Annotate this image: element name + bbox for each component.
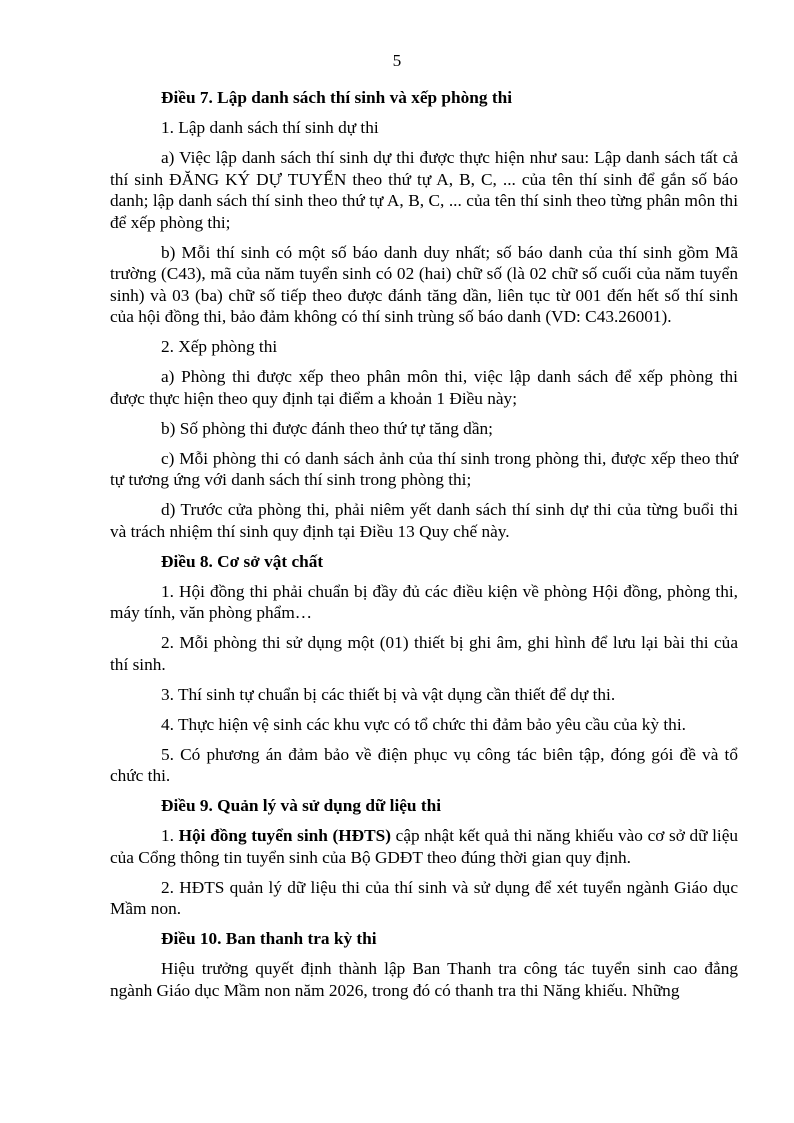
article-8-item-4: 4. Thực hiện vệ sinh các khu vực có tổ chức thi đảm bảo yêu cầu của kỳ thi.: [161, 714, 686, 734]
article-8-item-3: 3. Thí sinh tự chuẩn bị các thiết bị và vật dụng cần thiết để dự thi.: [161, 684, 616, 704]
article-8-item-2: 2. Mỗi phòng thi sử dụng một (01) thiết bị ghi âm, ghi hình để lưu lại bài thi của thí sinh.: [110, 633, 738, 674]
article-9-item-1: [110, 825, 738, 868]
article-8-item-1: 1. Hội đồng thi phải chuẩn bị đầy đủ các điều kiện về phòng Hội đồng, phòng thi, máy tính, văn phòng phẩm…: [110, 581, 738, 622]
article-8-heading: Điều 8. Cơ sở vật chất: [161, 551, 324, 571]
article-7-section-2-c: c) Mỗi phòng thi có danh sách ảnh của thí sinh trong phòng thi, được xếp theo thứ tự tương ứng với danh sách thí sinh trong phòng thi;: [110, 448, 738, 489]
article-7-section-1-b: b) Mỗi thí sinh có một số báo danh duy nhất; số báo danh của thí sinh gồm Mã trường (C43), mã của năm tuyển sinh có 02 (hai) chữ số (là 02 chữ số cuối của năm tuyển sinh) và 03 (ba) chữ số tiếp theo được đánh tăng dần, liên tục từ 001 đến hết số thí sinh của hội đồng thi, bảo đảm không có thí sinh trùng số báo danh (VD: C43.26001).: [110, 242, 738, 326]
article-7-section-2-a: a) Phòng thi được xếp theo phân môn thi, việc lập danh sách để xếp phòng thi được thực hiện theo quy định tại điểm a khoản 1 Điều này;: [110, 367, 738, 408]
article-7-section-2-d: d) Trước cửa phòng thi, phải niêm yết danh sách thí sinh dự thi của từng buổi thi và trách nhiệm thí sinh quy định tại Điều 13 Quy chế này.: [110, 500, 738, 541]
document-body: [110, 87, 738, 1010]
article-9-item-1-number: 1.: [161, 826, 179, 845]
article-9-item-1-bold: Hội đồng tuyển sinh (HĐTS): [178, 826, 392, 845]
article-10-heading: Điều 10. Ban thanh tra kỳ thi: [161, 929, 377, 948]
article-8-item-5: 5. Có phương án đảm bảo về điện phục vụ công tác biên tập, đóng gói đề và tổ chức thi.: [110, 744, 738, 785]
article-7-section-1-title: 1. Lập danh sách thí sinh dự thi: [161, 118, 379, 137]
article-7-section-1-a: a) Việc lập danh sách thí sinh dự thi được thực hiện như sau: Lập danh sách tất cả thí sinh ĐĂNG KÝ DỰ TUYỂN theo thứ tự A, B, C, ... của tên thí sinh để gắn số báo danh; lập danh sách thí sinh theo thứ tự A, B, C, ... của tên thí sinh theo từng phân môn thi để xếp phòng thi;: [110, 148, 738, 232]
article-7-heading: Điều 7. Lập danh sách thí sinh và xếp phòng thi: [161, 88, 513, 107]
article-10-paragraph-1: Hiệu trưởng quyết định thành lập Ban Thanh tra công tác tuyển sinh cao đẳng ngành Giáo dục Mầm non năm 2026, trong đó có thanh tra thi Năng khiếu. Những: [110, 959, 738, 1000]
page-number: 5: [392, 51, 402, 70]
article-7-section-2-b: b) Số phòng thi được đánh theo thứ tự tăng dần;: [161, 418, 493, 438]
article-9-item-2: 2. HĐTS quản lý dữ liệu thi của thí sinh và sử dụng để xét tuyển ngành Giáo dục Mầm non.: [110, 877, 738, 918]
article-9-item-1-text: cập nhật kết quả thi năng khiếu vào cơ sở dữ liệu của Cổng thông tin tuyển sinh của Bộ GDĐT theo đúng thời gian quy định.: [110, 826, 739, 867]
article-7-section-2-title: 2. Xếp phòng thi: [161, 337, 278, 356]
article-9-heading: Điều 9. Quản lý và sử dụng dữ liệu thi: [161, 796, 442, 815]
